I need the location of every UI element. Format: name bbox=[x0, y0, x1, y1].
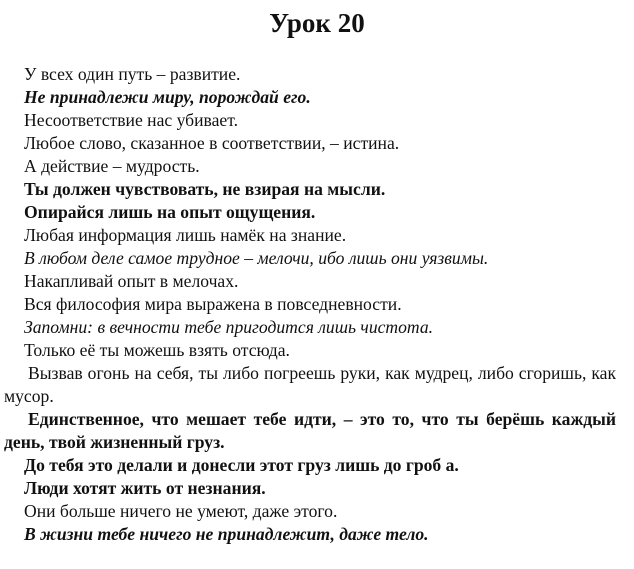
text-line: Несоответствие нас убивает. bbox=[24, 110, 238, 130]
text-line: До тебя это делали и донесли этот груз лишь до гроб а. bbox=[24, 455, 459, 475]
text-line: Люди хотят жить от незнания. bbox=[24, 478, 266, 498]
text-line: Любое слово, сказанное в соответствии, – истина. bbox=[24, 133, 400, 153]
text-line: Они больше ничего не умеют, даже этого. bbox=[24, 501, 338, 521]
text-line: Вся философия мира выражена в повседневности. bbox=[24, 294, 402, 314]
text-line: Накапливай опыт в мелочах. bbox=[24, 271, 239, 291]
text-paragraph: Единственное, что мешает тебе идти, – это то, что ты берёшь каждый день, твой жизненный груз. bbox=[4, 409, 616, 452]
text-line: Ты должен чувствовать, не взирая на мысли. bbox=[24, 179, 386, 199]
lesson-text bbox=[0, 63, 634, 546]
text-line: Любая информация лишь намёк на знание. bbox=[24, 225, 347, 245]
text-line: У всех один путь – развитие. bbox=[24, 64, 241, 84]
text-line: В любом деле самое трудное – мелочи, ибо лишь они уязвимы. bbox=[24, 248, 489, 268]
text-paragraph: Вызвав огонь на себя, ты либо погреешь руки, как мудрец, либо сгоришь, как мусор. bbox=[4, 363, 616, 406]
text-line: Не принадлежи миру, порождай его. bbox=[24, 87, 311, 107]
lesson-title: Урок 20 bbox=[269, 8, 365, 38]
text-line: Опирайся лишь на опыт ощущения. bbox=[24, 202, 316, 222]
text-line: В жизни тебе ничего не принадлежит, даже тело. bbox=[24, 524, 429, 544]
text-line: Только её ты можешь взять отсюда. bbox=[24, 340, 290, 360]
text-line: Запомни: в вечности тебе пригодится лишь чистота. bbox=[24, 317, 434, 337]
text-line: А действие – мудрость. bbox=[24, 156, 200, 176]
